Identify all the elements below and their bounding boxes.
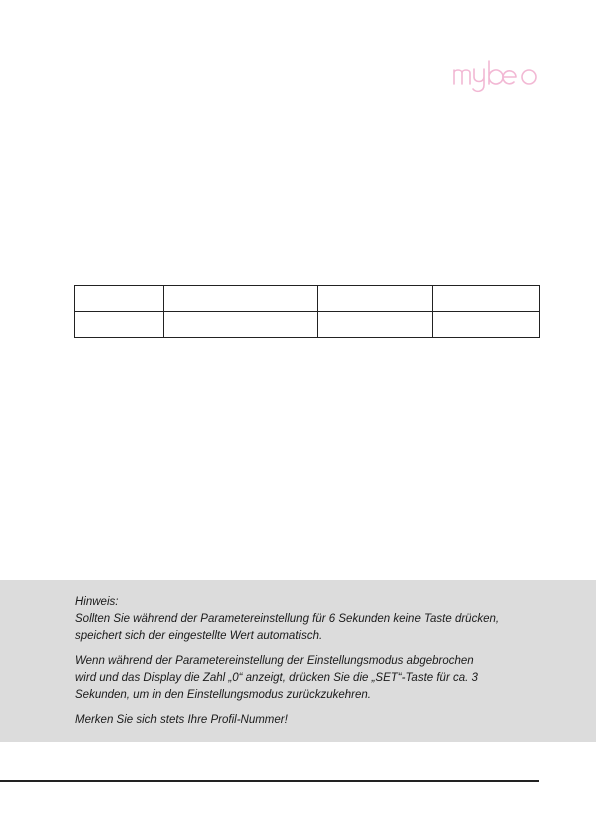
table-cell [75,286,164,312]
note-line: Wenn während der Parametereinstellung der Einstellungsmodus abgebrochen [75,655,474,667]
note-line: Sollten Sie während der Parametereinstellung für 6 Sekunden keine Taste drücken, [75,613,500,625]
table-cell [318,286,433,312]
note-line: speichert sich der eingestellte Wert automatisch. [75,630,323,642]
note-paragraph-2 [75,653,555,704]
note-line: wird und das Display die Zahl „0“ anzeigt, drücken Sie die „SET“-Taste für ca. 3 [75,672,478,684]
note-text [75,594,555,729]
note-paragraph-3 [75,712,555,729]
note-title: Hinweis: [75,596,119,608]
footer-divider [0,780,539,782]
note-paragraph-1 [75,611,555,645]
table-row [75,312,540,338]
settings-table [74,285,540,338]
table-cell [433,312,540,338]
table-row [75,286,540,312]
note-box [0,580,596,742]
note-line: Sekunden, um in den Einstellungsmodus zurückzukehren. [75,689,371,701]
table-cell [318,312,433,338]
mybeo-logo-mark [452,58,540,98]
table-cell [164,286,318,312]
table-cell [75,312,164,338]
table-cell [433,286,540,312]
table-cell [164,312,318,338]
mybeo-logo [452,58,540,98]
note-line: Merken Sie sich stets Ihre Profil-Nummer! [75,714,288,726]
